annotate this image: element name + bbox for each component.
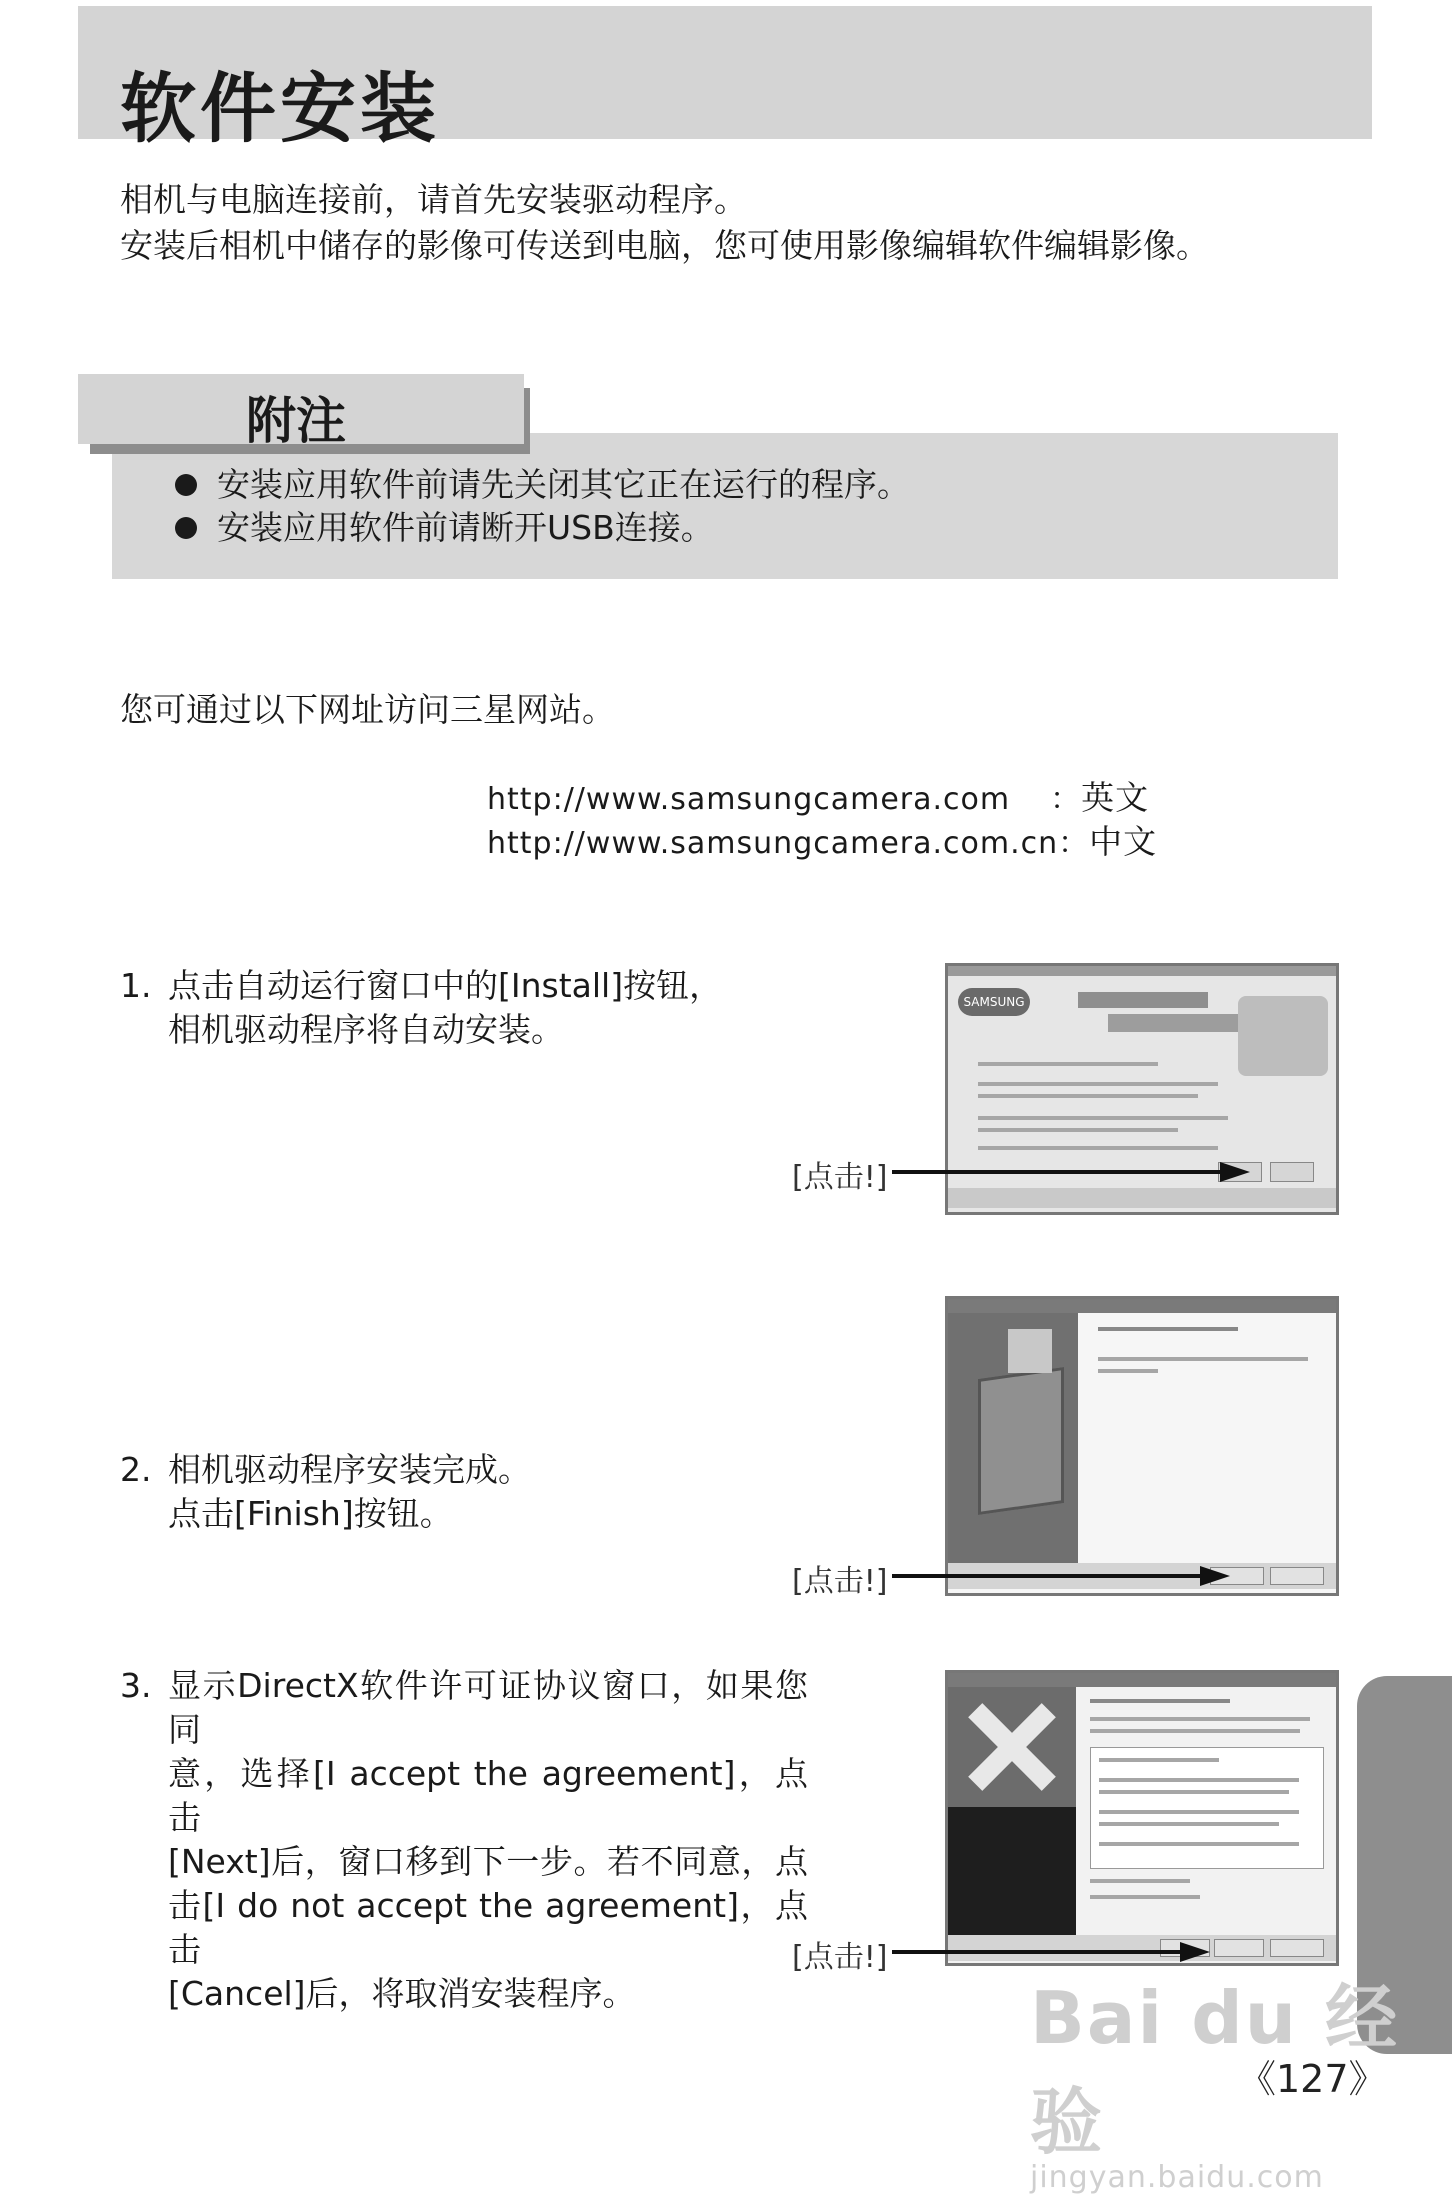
arrow-1-head [1220,1162,1250,1182]
cancel-button[interactable] [1270,1567,1324,1585]
arrow-1-line [892,1170,1222,1174]
website-link-en[interactable] [487,772,1149,819]
step-line: [Cancel]后，将取消安装程序。 [168,1974,636,2013]
link-lang: 中文 [1089,822,1158,861]
note-item-text: 安装应用软件前请断开USB连接。 [217,508,714,547]
website-link-cn[interactable] [487,816,1157,863]
step-line: 点击自动运行窗口中的[Install]按钮， [168,966,723,1005]
page-number: 《127》 [1238,2057,1387,2101]
step-line: 击[I do not accept the agreement]，点击 [168,1886,808,1969]
finish-screenshot [945,1296,1339,1596]
watermark-sub: jingyan.baidu.com [1030,2160,1324,2195]
website-intro: 您可通过以下网址访问三星网站。 [120,690,615,729]
page-title: 软件安装 [120,64,440,153]
next-button[interactable] [1214,1939,1264,1957]
link-sep: ： [1050,782,1082,817]
step-line: 相机驱动程序将自动安装。 [168,1010,564,1049]
exit-button[interactable] [1270,1162,1314,1182]
arrow-2-line [892,1574,1202,1578]
intro-line-2: 安装后相机中储存的影像可传送到电脑，您可使用影像编辑软件编辑影像。 [120,226,1209,265]
step-2 [120,1448,531,1536]
step-number: 3. [120,1666,152,1705]
arrow-2-head [1200,1566,1230,1586]
directx-screenshot [945,1670,1339,1966]
arrow-3-head [1180,1942,1210,1962]
autorun-screenshot [945,963,1339,1215]
step-3 [120,1664,808,2016]
step-line: 相机驱动程序安装完成。 [168,1450,531,1489]
note-item [175,465,910,505]
click-label-2: [点击!] [792,1564,888,1599]
link-url[interactable]: http://www.samsungcamera.com.cn [487,826,1059,861]
click-label-1: [点击!] [792,1160,888,1195]
link-url[interactable]: http://www.samsungcamera.com [487,782,1011,817]
directx-side-graphic [948,1687,1076,1937]
step-number: 1. [120,966,152,1005]
bullet-icon [175,474,197,496]
note-box [112,433,1338,579]
note-item-text: 安装应用软件前请先关闭其它正在运行的程序。 [217,465,910,504]
cancel-button[interactable] [1270,1939,1324,1957]
step-line: 意，选择[I accept the agreement]，点击 [168,1754,808,1837]
step-1 [120,964,722,1052]
link-lang: 英文 [1081,778,1150,817]
link-sep: ： [1058,826,1090,861]
watermark-main: Bai du 经验 [1030,1976,1400,2164]
camera-image [1238,996,1328,1076]
click-label-3: [点击!] [792,1940,888,1975]
step-line: 显示DirectX软件许可证协议窗口，如果您同 [168,1666,808,1749]
samsung-logo: SAMSUNG [958,988,1030,1016]
step-line: 点击[Finish]按钮。 [168,1494,453,1533]
license-text-area[interactable] [1090,1747,1324,1869]
note-heading: 附注 [246,392,346,450]
step-number: 2. [120,1450,152,1489]
step-line: [Next]后，窗口移到下一步。若不同意，点 [168,1842,808,1881]
note-item [175,508,714,548]
installer-side-graphic [948,1313,1078,1563]
arrow-3-line [892,1950,1182,1954]
intro-line-1: 相机与电脑连接前，请首先安装驱动程序。 [120,180,747,219]
bullet-icon [175,517,197,539]
